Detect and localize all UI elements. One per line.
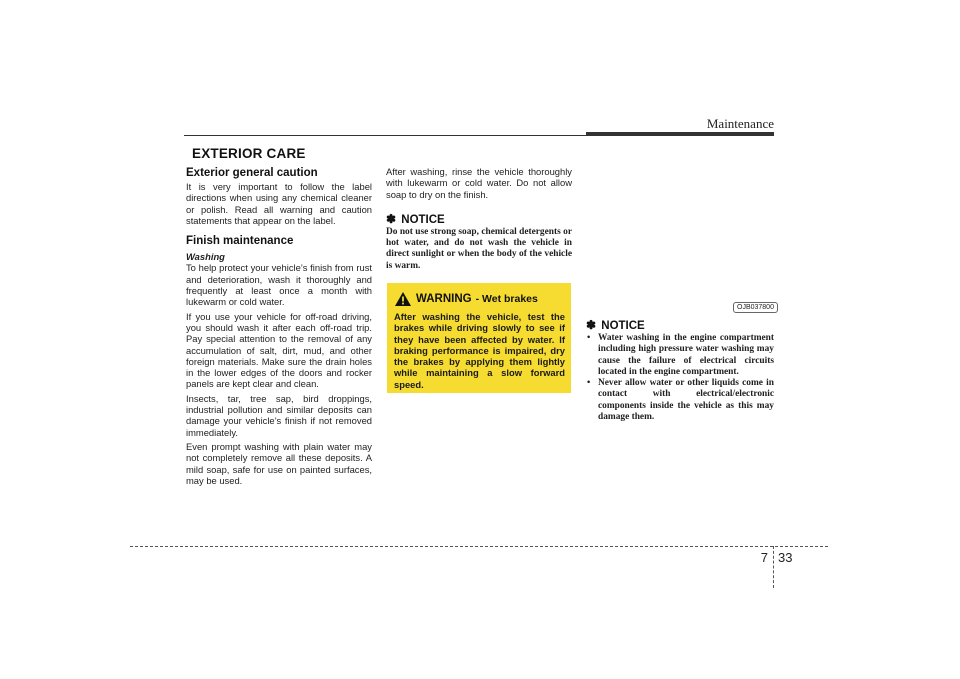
paragraph: Even prompt washing with plain water may not completely remove all these deposits. A mild soap, safe for use on painted surfaces, may be used.: [186, 440, 372, 486]
notice-heading: [386, 212, 572, 226]
notice-list: [586, 333, 774, 423]
list-item-text: Water washing in the engine compartment including high pressure water washing may cause the failure of electrical circuits located in the engine compartment.: [598, 333, 774, 377]
header-rule-bold: [586, 132, 774, 136]
section-name: Maintenance: [706, 116, 774, 131]
heading-finish-maintenance: Finish maintenance: [186, 235, 294, 248]
subheading-washing: Washing: [186, 251, 225, 263]
chapter-number: 7: [760, 550, 768, 565]
notice-text: Do not use strong soap, chemical detergents or hot water, and do not wash the vehicle in direct sunlight or when the body of the vehicle is warm.: [386, 226, 572, 271]
footer-rule: [130, 546, 828, 547]
notice-label: NOTICE: [601, 320, 645, 332]
footer-divider: [773, 546, 774, 588]
paragraph: After washing, rinse the vehicle thoroughly with lukewarm or cold water. Do not allow soap to dry on the finish.: [386, 166, 572, 200]
notice-label: NOTICE: [401, 213, 445, 226]
warning-triangle-icon: [394, 291, 412, 307]
paragraph: Insects, tar, tree sap, bird droppings, industrial pollution and similar deposits can damage your vehicle’s finish if not removed immediately.: [186, 392, 372, 438]
paragraph: If you use your vehicle for off-road driving, you should wash it after each off-road trip. Pay special attention to the removal of any accumulation of salt, dirt, mud, and other foreign materials. Make sure the drain holes in the lower edges of the doors and rocker panels are kept clear and clean.: [186, 310, 372, 390]
warning-box: [387, 283, 571, 393]
paragraph: It is very important to follow the label directions when using any chemical cleaner or polish. Read all warning and caution statements that appear on the label.: [186, 181, 372, 226]
paragraph: To help protect your vehicle’s finish from rust and deterioration, wash it thoroughly and frequently at least once a month with lukewarm or cold water.: [186, 262, 372, 308]
heading-exterior-general-caution: Exterior general caution: [186, 167, 318, 179]
list-item-text: Never allow water or other liquids come in contact with electrical/electronic components inside the vehicle as this may damage them.: [598, 378, 774, 423]
column-2: [386, 166, 572, 272]
warning-label: WARNING: [416, 293, 472, 305]
warning-heading: [394, 291, 565, 307]
list-item: • Never allow water or other liquids come in contact with electrical/electronic components inside the vehicle as this may damage them.: [587, 378, 774, 423]
notice-icon: ✽: [586, 318, 597, 332]
warning-subtitle: - Wet brakes: [475, 293, 538, 305]
header-rule: [184, 135, 586, 136]
column-3: [586, 318, 774, 423]
warning-text: After washing the vehicle, test the brakes while driving slowly to see if they have been affected by water. If braking performance is impaired, dry the brakes by applying them lightly while maintaining a slow forward speed.: [394, 311, 565, 390]
notice-icon: ✽: [386, 211, 397, 226]
section-title: EXTERIOR CARE: [192, 146, 306, 161]
image-code: OJB037800: [733, 302, 778, 313]
notice-heading: [586, 318, 774, 332]
column-1: [186, 167, 372, 489]
list-item: • Water washing in the engine compartment including high pressure water washing may cause the failure of electrical circuits located in the engine compartment.: [587, 333, 774, 377]
page-number: 33: [778, 550, 793, 565]
